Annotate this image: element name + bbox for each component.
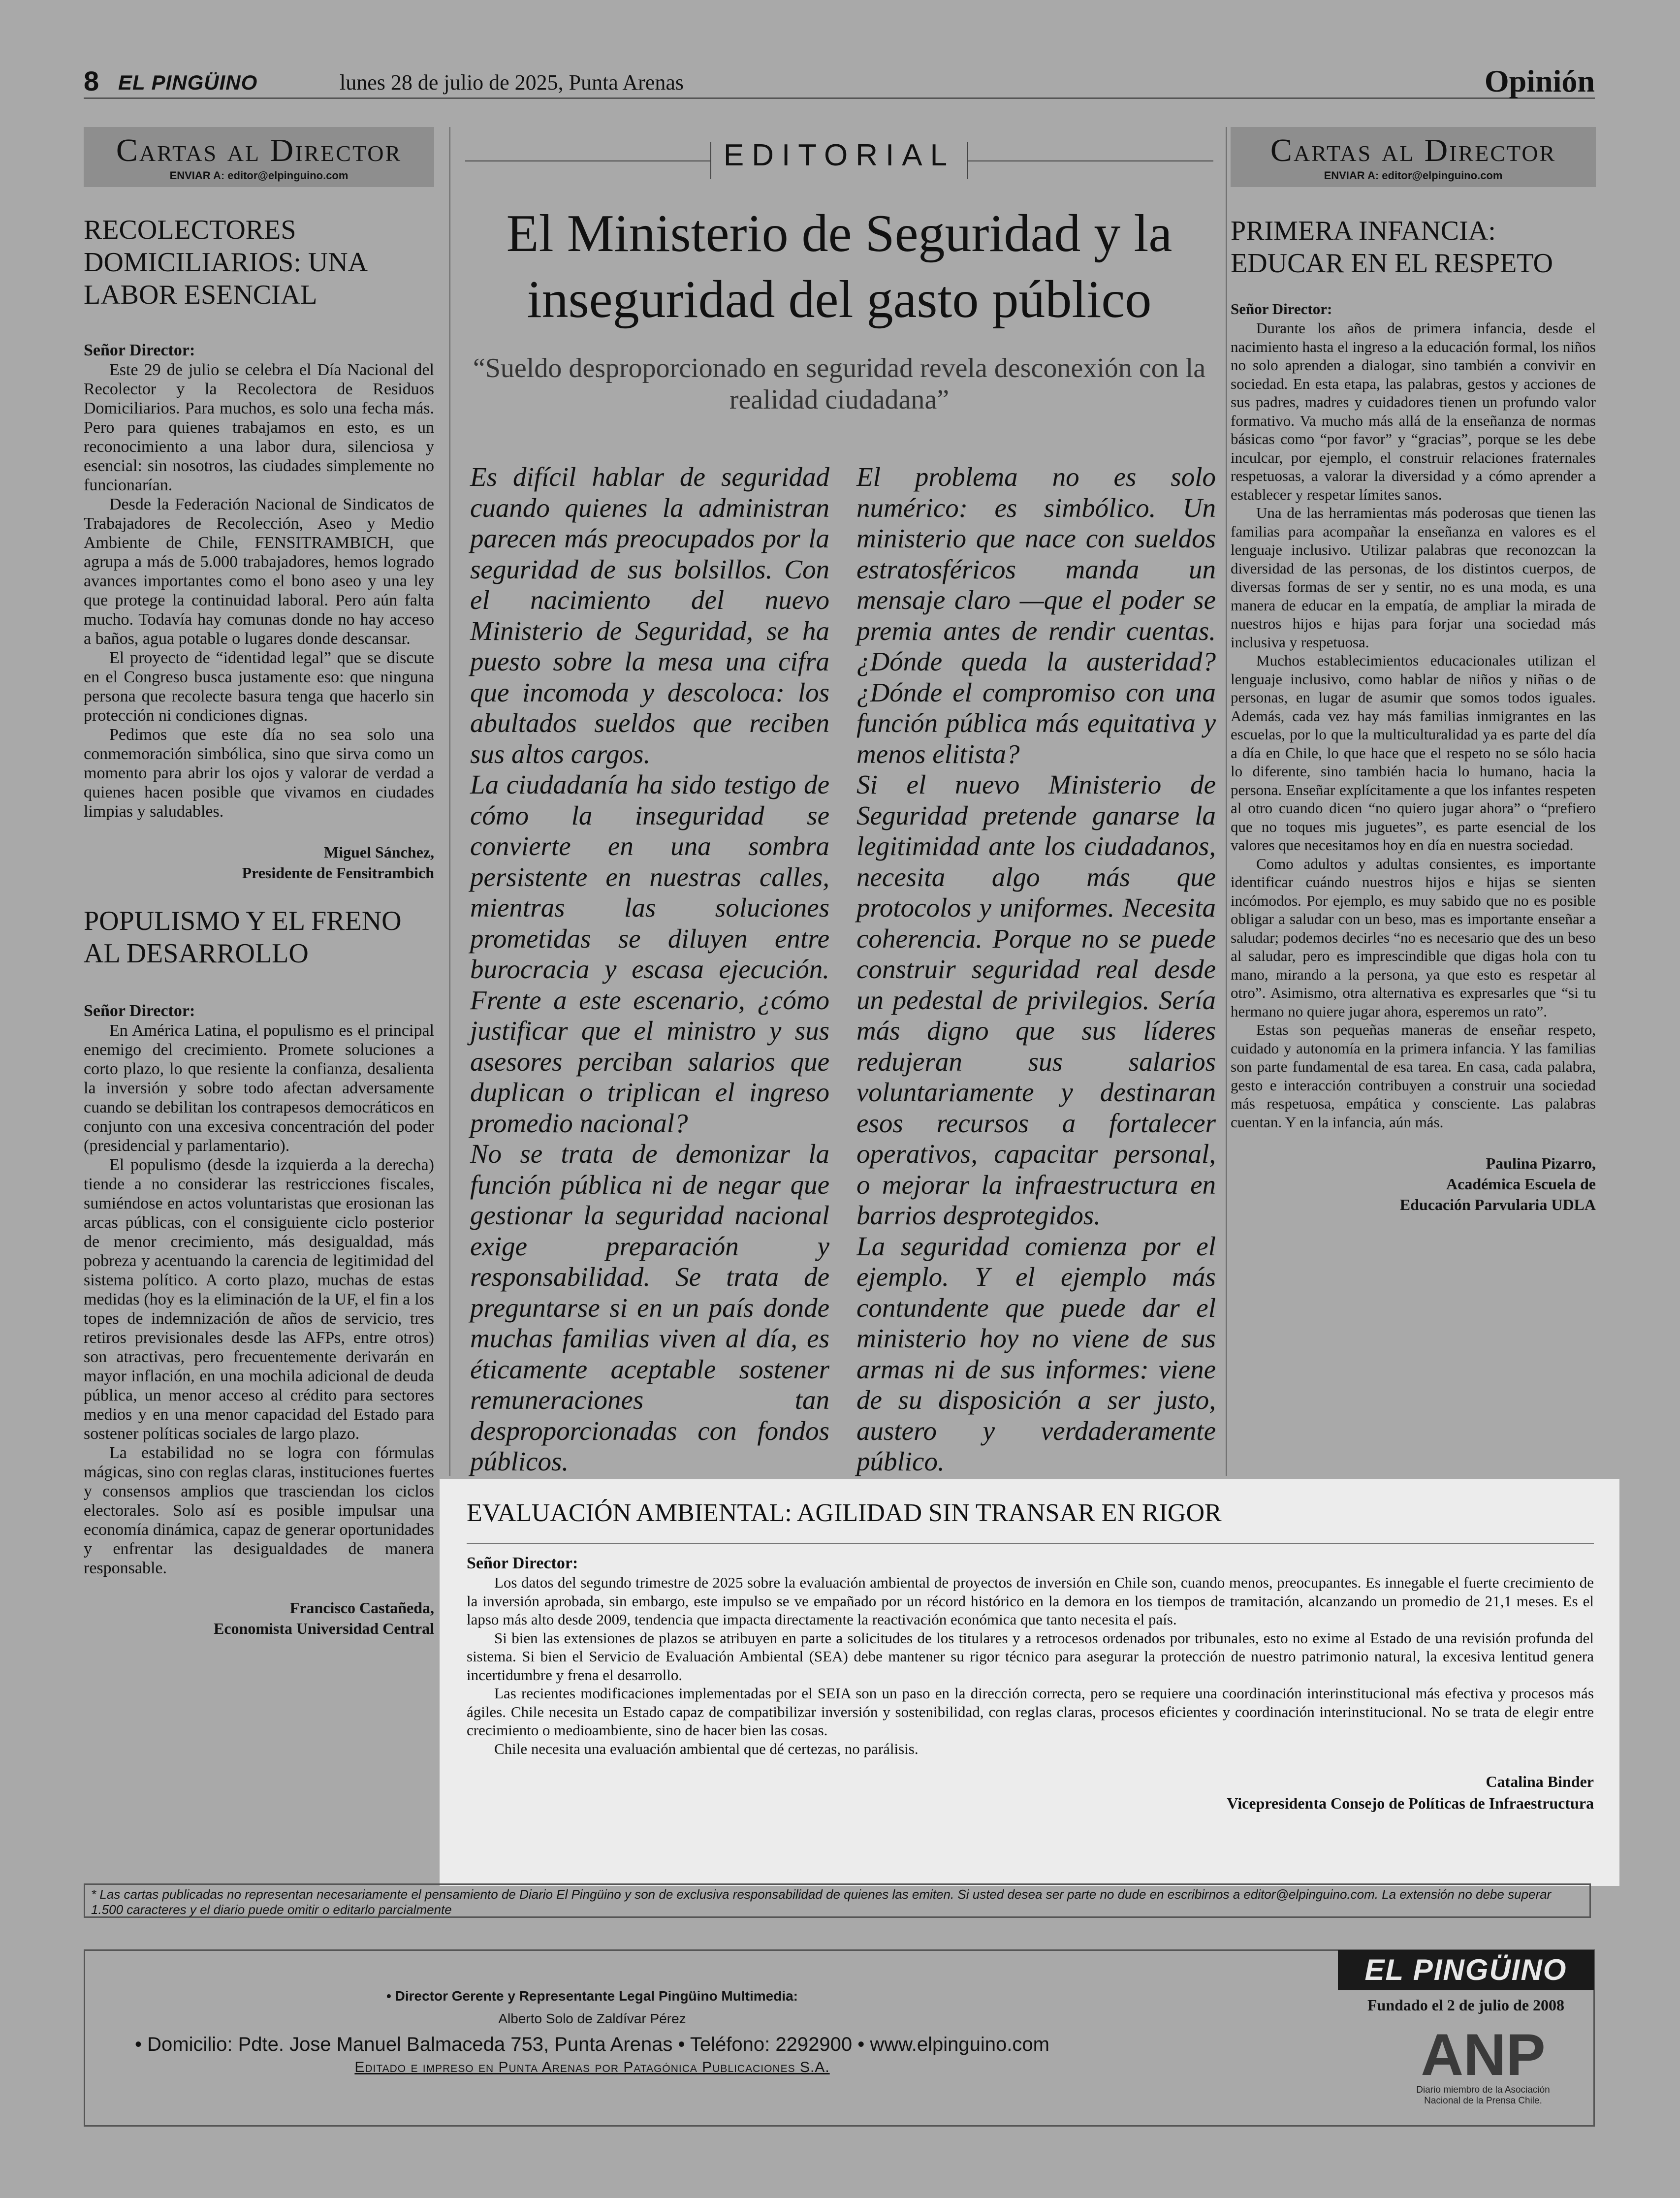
anp-caption: Diario miembro de la Asociación Nacional de la Prensa Chile. xyxy=(1416,2085,1550,2106)
letter-signature xyxy=(1231,1153,1596,1215)
disclaimer: * Las cartas publicadas no representan necesariamente el pensamiento de Diario El Pingüino y son de exclusiva responsabilidad de quienes las emiten. Si usted desea ser parte no dude en escribirnos a editor@elpinguino.com. La extensión no debe superar 1.500 caracteres y el diario puede omitir o editarlo parcialmente xyxy=(84,1883,1591,1918)
footer-printed-by: Editado e impreso en Punta Arenas por Patagónica Publicaciones S.A. xyxy=(354,2059,830,2075)
letter-title: EVALUACIÓN AMBIENTAL: AGILIDAD SIN TRANSAR EN RIGOR xyxy=(467,1499,1222,1527)
letter-paragraph: Chile necesita una evaluación ambiental que dé certezas, no parálisis. xyxy=(494,1740,919,1757)
editorial-paragraph: No se trata de demonizar la función pública ni de negar que gestionar la seguridad nacional exige preparación y responsabilidad. Se trata de preguntarse si en un país donde muchas familias viven al día, es éticamente aceptable sostener remuneraciones tan desproporcionadas con fondos públicos. xyxy=(470,1139,829,1476)
anp-logo-icon xyxy=(1409,2020,1557,2084)
page-footer xyxy=(84,1949,1595,2127)
svg-text:ANP: ANP xyxy=(1421,2022,1546,2084)
brand-logo: EL PINGÜINO xyxy=(1338,1950,1594,1990)
section-title: Opinión xyxy=(1484,64,1595,98)
letter-paragraph: Estas son pequeñas maneras de enseñar respeto, cuidado y autonomía en la primera infancia. Y las familias son parte fundamental de esa tarea. En casa, cada palabra, gesto e interacción contribuyen a construir una sociedad más respetuosa, empática y consciente. Las palabras cuentan. Y en la infancia, aún más. xyxy=(1231,1021,1596,1131)
letter-paragraph: Durante los años de primera infancia, desde el nacimiento hasta el ingreso a la educación formal, los niños no solo aprenden a dialogar, sino también a convivir en sociedad. En esta etapa, las palabras, gestos y acciones de sus padres, madres y cuidadores tienen un profundo valor formativo. Va mucho más allá de la enseñanza de normas básicas como “por favor” y “gracias”, porque se les debe inculcar, por ejemplo, el construir relaciones fraternales respetuosas, a valorar la diversidad y a cómo aprender a establecer y respetar límites sanos. xyxy=(1231,319,1596,503)
letter-paragraph: El populismo (desde la izquierda a la derecha) tiende a no considerar las restricciones fiscales, sumiéndose en actos voluntaristas que erosionan las arcas públicas, con el consiguiente ciclo posterior de menor crecimiento, más desigualdad, más pobreza y acentuando la carencia de legitimidad del sistema político. A corto plazo, muchas de estas medidas (hoy es la eliminación de la UF, el fin a los topes de indemnización de años de servicio, tres retiros previsionales desde las AFPs, entre otros) son atractivas, pero frecuentemente derivarán en mayor inflación, en una mochila adicional de deuda pública, un menor acceso al crédito para sectores medios y en una menor capacidad del Estado para sostener políticas sociales de largo plazo. xyxy=(84,1156,434,1443)
column-divider xyxy=(449,127,450,1476)
cartas-email: ENVIAR A: editor@elpinguino.com xyxy=(1324,169,1503,182)
signature-title: Presidente de Fensitrambich xyxy=(242,864,434,882)
letter-paragraph: Una de las herramientas más poderosas que tienen las familias para acompañar la enseñanza en valores es el lenguaje inclusivo. Utilizar palabras que reconozcan la diversidad de las personas, de los distintos cuerpos, de diversas formas de ser y sentir, no es una moda, es una manera de educar en la empatía, de ampliar la mirada de nuestros hijos e hijas para forjar una sociedad más inclusiva y respetuosa. xyxy=(1231,504,1596,651)
letter-paragraph: Muchos establecimientos educacionales utilizan el lenguaje inclusivo, como hablar de niños y niñas o de personas, en lugar de asumir que somos todos iguales. Además, cada vez hay más familias inmigrantes en las escuelas, por lo que la multiculturalidad ya es parte del día a día en Chile, lo que hace que el respeto no se sólo hacia lo diferente, sino también hacia lo humano, hacia la persona. Enseñar explícitamente a que los infantes respeten al otro cuando dicen “no quiero jugar ahora” o “prefiero que no toques mis juguetes”, es parte esencial de los valores que necesitamos hoy en día en nuestra sociedad. xyxy=(1231,652,1596,854)
editorial-paragraph: La ciudadanía ha sido testigo de cómo la inseguridad se convierte en una sombra persistente en nuestras calles, mientras las soluciones prometidas se diluyen entre burocracia y escasa ejecución. Frente a este escenario, ¿cómo justificar que el ministro y sus asesores perciban salarios que duplican o triplican el ingreso promedio nacional? xyxy=(470,769,829,1138)
header-date: lunes 28 de julio de 2025, Punta Arenas xyxy=(340,70,684,95)
letter-paragraph: Pedimos que este día no sea solo una conmemoración simbólica, sino que sirva como un momento para abrir los ojos y valorar de verdad a quienes hacen posible que vivamos en ciudades limpias y saludables. xyxy=(84,726,434,821)
footer-contact: • Domicilio: Pdte. Jose Manuel Balmaceda 753, Punta Arenas • Teléfono: 2292900 • www.elpinguino.com xyxy=(135,2034,1049,2055)
header-brand: EL PINGÜINO xyxy=(118,71,258,94)
letter-paragraph: Las recientes modificaciones implementadas por el SEIA son un paso en la dirección correcta, pero se requiere una coordinación interinstitucional más efectiva y procesos más ágiles. Chile necesita un Estado capaz de compatibilizar inversión y sostenibilidad, con reglas claras, procesos eficientes y coordinación interinstitucional. No se trata de elegir entre crecimiento o medioambiente, sino de hacer bien las cosas. xyxy=(467,1685,1594,1739)
footer-director-label: • Director Gerente y Representante Legal Pingüino Multimedia: xyxy=(386,1988,798,2004)
letter-paragraph: El proyecto de “identidad legal” que se discute en el Congreso busca justamente eso: que ninguna persona que recolecte basura tenga que hacerlo sin protección ni condiciones dignas. xyxy=(84,649,434,725)
editorial-tag: EDITORIAL xyxy=(723,138,955,172)
editorial-column-b xyxy=(856,462,1216,1477)
cartas-title: Cartas al Director xyxy=(116,132,402,168)
signature-name: Catalina Binder xyxy=(1486,1773,1594,1790)
letter-title: POPULISMO Y EL FRENO AL DESARROLLO xyxy=(84,906,402,969)
letter-salute: Señor Director: xyxy=(1231,300,1332,318)
bottom-letter-box xyxy=(440,1479,1619,1886)
editorial-headline: El Ministerio de Seguridad y la inseguridad del gasto público xyxy=(506,204,1173,329)
letter-signature xyxy=(467,1771,1594,1814)
editorial xyxy=(465,127,1216,1476)
letter-paragraph: Los datos del segundo trimestre de 2025 sobre la evaluación ambiental de proyectos de inversión en Chile son, cuando menos, preocupantes. Es innegable el fuerte crecimiento de la inversión aprobada, sin embargo, este impulso se ve empañado por un récord histórico en la demora en los tiempos de tramitación, alcanzando un promedio de 21,1 meses. Es el lapso más alto desde 2009, tendencia que impacta directamente la reactivación económica que tanto necesita el país. xyxy=(467,1574,1594,1628)
signature-name: Miguel Sánchez, xyxy=(324,843,434,861)
letter-title: PRIMERA INFANCIA: EDUCAR EN EL RESPETO xyxy=(1231,216,1553,279)
letter-paragraph: En América Latina, el populismo es el principal enemigo del crecimiento. Promete soluciones a corto plazo, lo que resiente la confianza, desalienta la inversión y sobre todo afectan adversamente cuando se debilitan los contrapesos democráticos en conjunto con una excesiva concentración del poder (presidencial y parlamentario). xyxy=(84,1021,434,1155)
signature-title: Vicepresidenta Consejo de Políticas de Infraestructura xyxy=(1227,1794,1594,1812)
letter-paragraph: Desde la Federación Nacional de Sindicatos de Trabajadores de Recolección, Aseo y Medio Ambiente de Chile, FENSITRAMBICH, que agrupa a más de 5.000 trabajadores, hemos logrado avances importantes como el bono aseo y una ley que protege la continuidad laboral. Pero aún falta mucho. Todavía hay comunas donde no hay acceso a baños, agua potable o lugares donde descansar. xyxy=(84,495,434,648)
left-column xyxy=(84,127,434,1639)
letter-salute: Señor Director: xyxy=(467,1554,578,1572)
letter-signature xyxy=(84,842,434,883)
column-divider xyxy=(1226,127,1227,1476)
page-header xyxy=(84,63,1595,99)
bottom-letter xyxy=(467,1498,1594,1814)
signature-name: Paulina Pizarro, xyxy=(1486,1154,1596,1172)
footer-director-name: Alberto Solo de Zaldívar Pérez xyxy=(498,2011,686,2026)
right-column xyxy=(1231,127,1596,1215)
letter-paragraph: Si bien las extensiones de plazos se atribuyen en parte a solicitudes de los titulares y a retrocesos ordenados por tribunales, esto no exime al Estado de una revisión profunda del sistema. Si bien el Servicio de Evaluación Ambiental (SEA) debe mantener su rigor técnico para asegurar la protección de nuestro patrimonio natural, la excesiva lentitud genera incertidumbre y frena el desarrollo. xyxy=(467,1629,1594,1684)
editorial-paragraph: Si el nuevo Ministerio de Seguridad pretende ganarse la legitimidad ante los ciudadanos, necesita algo más que protocolos y uniformes. Necesita coherencia. Porque no se puede construir seguridad real desde un pedestal de privilegios. Sería más digno que sus líderes redujeran sus salarios voluntariamente y destinaran esos recursos a fortalecer operativos, capacitar personal, o mejorar la infraestructura en barrios desprotegidos. xyxy=(856,769,1216,1230)
cartas-header-left xyxy=(84,127,434,187)
title-rule xyxy=(467,1543,1594,1544)
editorial-column-a xyxy=(470,462,829,1477)
page-number: 8 xyxy=(84,65,99,96)
cartas-title: Cartas al Director xyxy=(1270,132,1556,168)
editorial-paragraph: El problema no es solo numérico: es simbólico. Un ministerio que nace con sueldos estratosféricos manda un mensaje claro —que el poder se premia antes de rendir cuentas. ¿Dónde queda la austeridad? ¿Dónde el compromiso con una función pública más equitativa y menos elitista? xyxy=(856,462,1216,769)
signature-title: Académica Escuela de xyxy=(1446,1175,1596,1193)
signature-title: Economista Universidad Central xyxy=(214,1620,434,1637)
letter-salute: Señor Director: xyxy=(84,1002,195,1020)
editorial-rule xyxy=(967,160,1213,161)
editorial-subheadline: “Sueldo desproporcionado en seguridad revela desconexión con la realidad ciudadana” xyxy=(473,353,1206,415)
editorial-paragraph: La seguridad comienza por el ejemplo. Y el ejemplo más contundente que puede dar el ministerio hoy no viene de sus armas ni de sus informes: viene de su disposición a ser justo, austero y verdaderamente público. xyxy=(856,1231,1216,1476)
letter-title: RECOLECTORES DOMICILIARIOS: UNA LABOR ESENCIAL xyxy=(84,215,366,310)
letter-signature xyxy=(84,1597,434,1639)
signature-name: Francisco Castañeda, xyxy=(289,1599,434,1617)
editorial-tag-row xyxy=(465,127,1213,181)
letter-paragraph: La estabilidad no se logra con fórmulas mágicas, sino con reglas claras, instituciones fuertes y consensos amplios que trasciendan los ciclos electorales. Solo así es posible impulsar una economía dinámica, capaz de generar oportunidades y enfrentar las desigualdades de manera responsable. xyxy=(84,1444,434,1577)
anp-badge xyxy=(1409,2020,1557,2108)
letter-salute: Señor Director: xyxy=(84,341,195,359)
signature-title: Educación Parvularia UDLA xyxy=(1399,1196,1596,1213)
letter-paragraph: Como adultos y adultas consientes, es importante identificar cuándo nuestros hijos e hijas se sienten incómodos. Por ejemplo, es muy sabido que no es posible obligar a saludar con un beso, mas es importante enseñar a saludar; podemos decirles “no es necesario que des un beso al saludar, pero es imprescindible que digas hola con tu mano, mirando a la persona, ya que esto es respetar al otro”. Asimismo, otra alternativa es expresarles que “si tu hermano no quiere jugar ahora, esperemos un rato”. xyxy=(1231,855,1596,1020)
editorial-paragraph: Es difícil hablar de seguridad cuando quienes la administran parecen más preocupados por la seguridad de sus bolsillos. Con el nacimiento del nuevo Ministerio de Seguridad, se ha puesto sobre la mesa una cifra que incomoda y descoloca: los abultados sueldos que reciben sus altos cargos. xyxy=(470,462,829,769)
letter-paragraph: Este 29 de julio se celebra el Día Nacional del Recolector y la Recolectora de Residuos Domiciliarios. Para muchos, es solo una fecha más. Pero para quienes trabajamos en esto, es un reconocimiento a una labor dura, silenciosa y esencial: sin nosotros, las ciudades simplemente no funcionarían. xyxy=(84,361,434,494)
cartas-header-right xyxy=(1231,127,1596,187)
founded-date: Fundado el 2 de julio de 2008 xyxy=(1367,1996,1565,2014)
cartas-email: ENVIAR A: editor@elpinguino.com xyxy=(169,169,349,182)
